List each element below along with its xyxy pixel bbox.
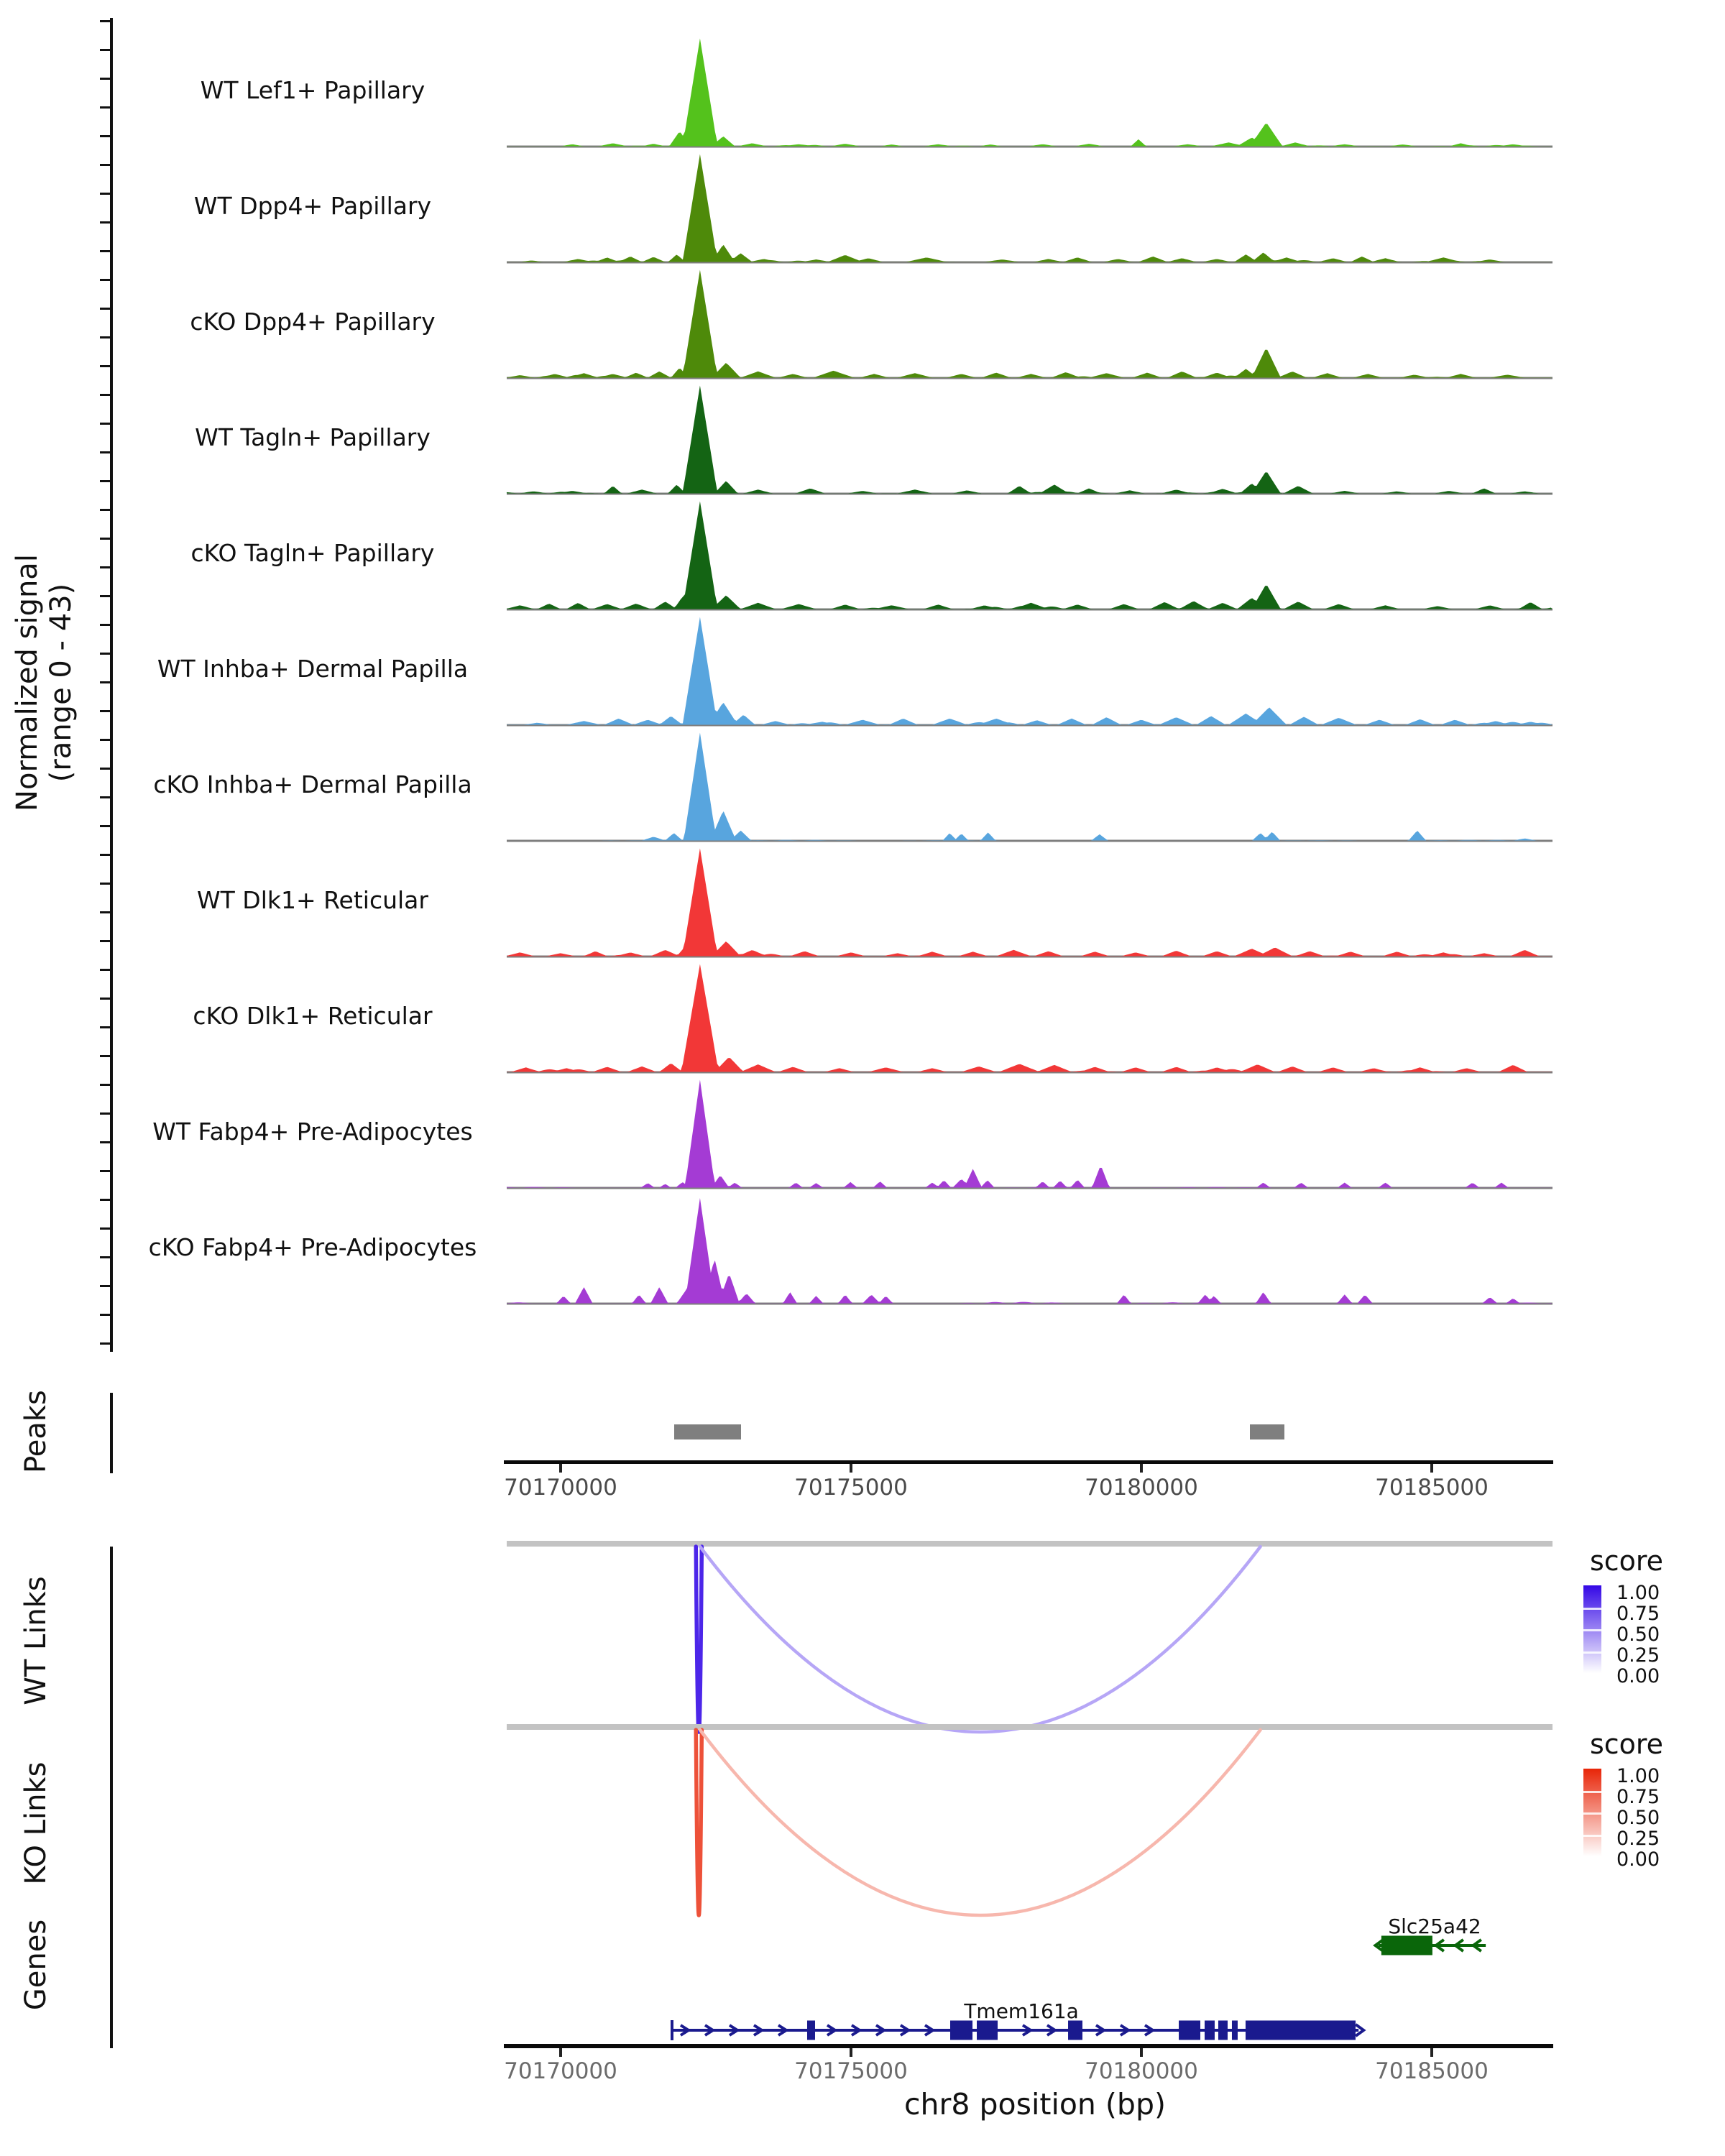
y-axis-tick [100,796,110,798]
y-axis-label-line1: Normalized signal [10,554,44,811]
x-axis-line [504,1460,1553,1464]
score-legend-label: 1.00 [1616,1765,1660,1787]
peaks-axis-line [110,1393,113,1473]
link-arc [700,1730,1261,1915]
score-legend-label: 0.25 [1616,1828,1660,1850]
x-axis-tick [559,1464,562,1473]
score-legend-tick [1583,1651,1601,1654]
gene-exon [1381,1936,1432,1955]
y-axis-tick [100,423,110,425]
link-arc [696,1547,702,1732]
x-axis-tick-label: 70185000 [1375,1475,1489,1501]
y-axis-tick [100,883,110,885]
signal-track-area [507,611,1552,727]
signal-track-area [507,842,1552,959]
signal-track-label: WT Fabp4+ Pre-Adipocytes [152,1117,473,1146]
signal-track-label: cKO Dpp4+ Papillary [190,307,436,336]
signal-track-label: WT Tagln+ Papillary [195,423,431,451]
gene-exon [977,2021,998,2040]
wt-score-legend-title: score [1589,1545,1664,1577]
gene-exon [1246,2021,1356,2040]
y-axis-label-line2: (range 0 - 43) [45,583,78,783]
y-axis-tick [100,825,110,827]
score-legend-tick [1583,1812,1601,1815]
y-axis-tick [100,509,110,511]
x-axis-title: chr8 position (bp) [904,2087,1166,2122]
gene-exon [1068,2021,1082,2040]
coverage-polygon [507,39,1552,147]
y-axis-tick [100,394,110,396]
y-axis-tick [100,1084,110,1086]
coverage-polygon [507,1080,1552,1188]
y-axis-tick [100,1227,110,1230]
y-axis-tick [100,1170,110,1172]
x-axis-tick-label: 70175000 [794,2058,908,2084]
signal-track-label: cKO Fabp4+ Pre-Adipocytes [148,1233,477,1261]
ko-links-track-label: KO Links [19,1761,52,1885]
signal-track-label: cKO Tagln+ Papillary [190,538,435,567]
coverage-polygon [507,617,1552,725]
signal-track-label: cKO Dlk1+ Reticular [193,1001,433,1030]
gene-exon [1179,2021,1200,2040]
y-axis-tick [100,135,110,137]
ko-links-area [507,1721,1552,1930]
y-axis-tick [100,739,110,741]
x-axis-tick-label: 70185000 [1375,2058,1489,2084]
score-legend-label: 0.00 [1616,1848,1660,1871]
y-axis-tick [100,480,110,482]
signal-track-area [507,495,1552,612]
score-legend-tick [1583,1629,1601,1631]
y-axis-tick [100,336,110,338]
y-axis-tick [100,911,110,913]
genes-track-label: Genes [19,1919,52,2011]
signal-track-label: WT Inhba+ Dermal Papilla [157,654,469,683]
score-legend-tick [1583,1608,1601,1610]
y-axis-tick [100,969,110,971]
y-axis-tick [100,624,110,626]
signal-track-label: cKO Inhba+ Dermal Papilla [153,770,472,798]
score-legend-label: 0.25 [1616,1644,1660,1667]
signal-track-label: WT Dlk1+ Reticular [197,885,428,914]
score-legend-label: 0.50 [1616,1623,1660,1646]
coverage-polygon [507,1198,1552,1304]
y-axis-tick [100,768,110,770]
y-axis-tick [100,940,110,942]
y-axis-tick [100,1055,110,1057]
gene-exon [1232,2021,1238,2040]
x-axis-tick [1140,1464,1143,1473]
link-arc [696,1730,702,1915]
x-axis-tick-label: 70170000 [504,2058,617,2084]
gene-exon [1218,2021,1228,2040]
coverage-polygon [507,733,1552,841]
gene-name-label: Slc25a42 [1388,1915,1481,1938]
signal-track-area [507,958,1552,1074]
y-axis-tick [100,106,110,109]
wt-links-track-label: WT Links [19,1576,52,1705]
signal-track-label: WT Dpp4+ Papillary [193,191,432,220]
y-axis-tick [100,653,110,655]
y-axis-tick [100,854,110,856]
link-arc [700,1547,1261,1732]
signal-track-area [507,379,1552,496]
coverage-polygon [507,849,1552,957]
genes-axis-line [110,1884,113,2048]
x-axis-tick-label: 70180000 [1085,2058,1198,2084]
y-axis-tick [100,49,110,51]
y-axis-tick [100,365,110,367]
coverage-polygon [507,502,1552,609]
y-axis-tick [100,566,110,568]
y-axis-tick [100,1342,110,1345]
score-legend-label: 0.50 [1616,1807,1660,1829]
coverage-polygon [507,155,1552,262]
y-axis-tick [100,1256,110,1258]
y-axis-tick [100,279,110,281]
y-axis-tick [100,538,110,540]
score-legend-label: 0.75 [1616,1603,1660,1625]
wt-links-area [507,1538,1552,1746]
y-axis-tick [100,681,110,683]
signal-track-area [507,1074,1552,1190]
y-axis-tick [100,250,110,252]
y-axis-tick [100,1314,110,1316]
gene-exon [1205,2021,1215,2040]
y-axis-tick [100,998,110,1000]
wt-links-axis-line [110,1547,113,1735]
score-legend-label: 1.00 [1616,1582,1660,1604]
y-axis-tick [100,1285,110,1287]
y-axis-tick [100,308,110,310]
y-axis-tick [100,595,110,597]
coverage-polygon [507,964,1552,1072]
y-axis-tick [100,710,110,712]
coverage-polygon [507,270,1552,378]
score-legend-label: 0.75 [1616,1786,1660,1808]
signal-y-axis-label [9,467,80,898]
peaks-track-label: Peaks [19,1390,52,1473]
peak-region-box [674,1424,741,1439]
y-axis-tick [100,1199,110,1201]
x-axis-tick [850,1464,852,1473]
signal-track-area [507,727,1552,843]
signal-track-area [507,148,1552,264]
y-axis-tick [100,20,110,22]
y-axis-tick [100,78,110,80]
x-axis-tick-label: 70180000 [1085,1475,1198,1501]
peak-region-box [1250,1424,1284,1439]
gene-exon [950,2021,972,2040]
signal-track-area [507,32,1552,149]
score-legend-tick [1583,1835,1601,1837]
y-axis-tick [100,221,110,224]
y-axis-tick [100,1141,110,1143]
coverage-polygon [507,386,1552,494]
y-axis-tick [100,193,110,195]
x-axis-tick-label: 70175000 [794,1475,908,1501]
signal-track-label: WT Lef1+ Papillary [200,75,426,104]
signal-track-area [507,1189,1552,1306]
x-axis-tick [1430,1464,1433,1473]
x-axis-tick-label: 70170000 [504,1475,617,1501]
genes-track-area [507,1912,1552,2070]
y-axis-tick [100,164,110,166]
gene-name-label: Tmem161a [964,1999,1079,2023]
y-axis-tick [100,1026,110,1028]
gene-exon [807,2021,815,2040]
y-axis-tick [100,451,110,453]
ko-score-legend-title: score [1589,1728,1664,1760]
signal-track-area [507,264,1552,380]
score-legend-label: 0.00 [1616,1665,1660,1687]
y-axis-tick [100,1112,110,1115]
score-legend-tick [1583,1791,1601,1793]
